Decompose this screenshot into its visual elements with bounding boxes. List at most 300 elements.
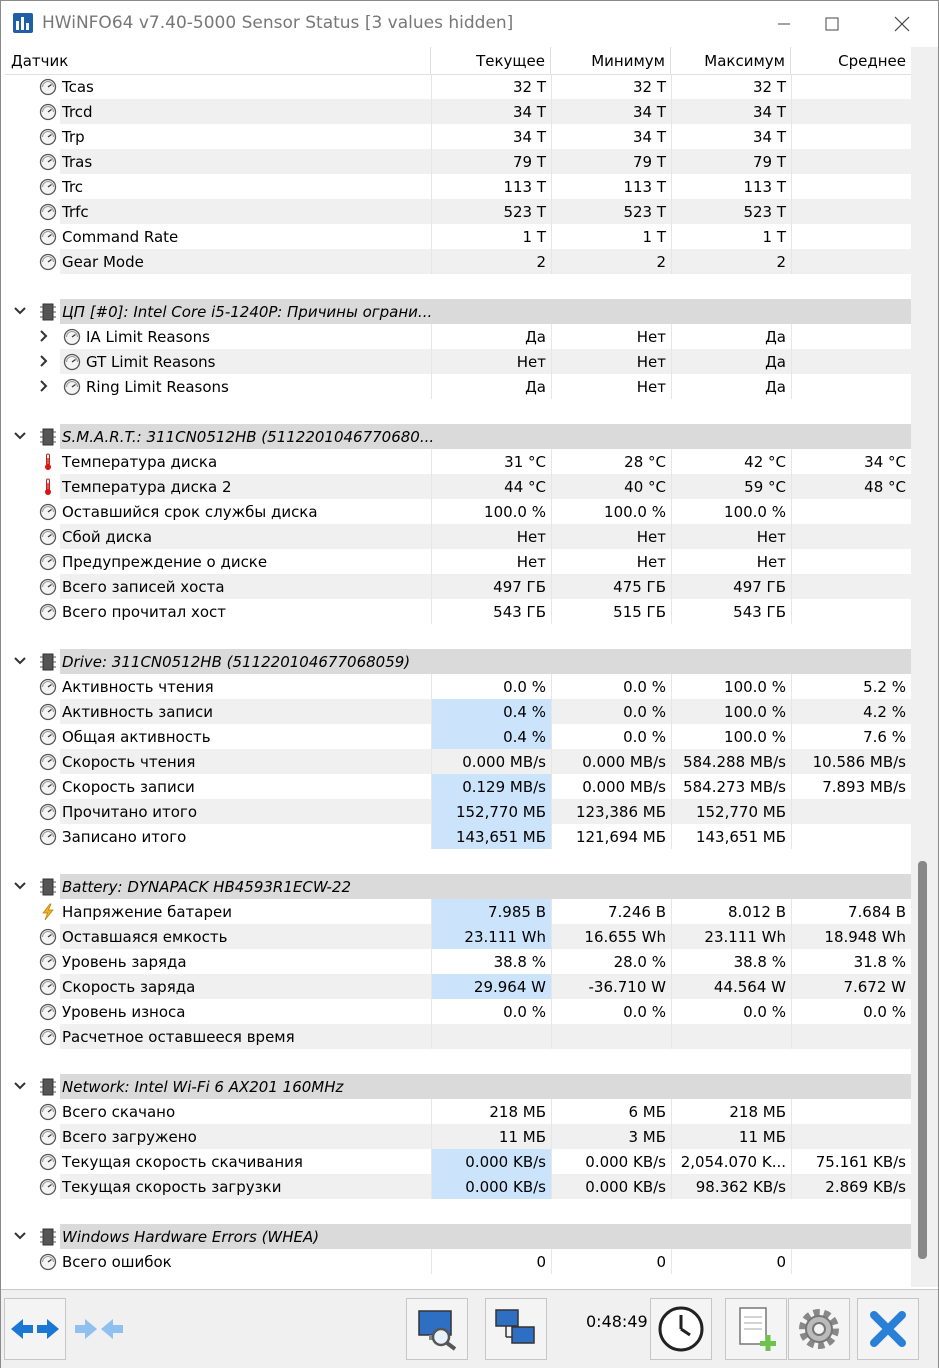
- current-value: 523 T: [431, 199, 551, 224]
- sensor-name: Tcas: [62, 78, 94, 96]
- max-value: 59 °C: [671, 474, 791, 499]
- current-value: 100.0 %: [431, 499, 551, 524]
- sensor-name: Активность чтения: [62, 678, 214, 696]
- current-value: 113 T: [431, 174, 551, 199]
- max-value: 584.288 MB/s: [671, 749, 791, 774]
- min-value: 34 T: [551, 99, 671, 124]
- current-value: Нет: [431, 524, 551, 549]
- spacer-row: [5, 1199, 911, 1224]
- current-value: 497 ГБ: [431, 574, 551, 599]
- clock-sensor-icon: [39, 953, 57, 971]
- settings-button[interactable]: [788, 1298, 850, 1360]
- sensor-group-row[interactable]: [5, 649, 911, 674]
- scrollbar-thumb[interactable]: [918, 861, 927, 1259]
- clock-sensor-icon: [39, 1253, 57, 1271]
- sensor-row[interactable]: [5, 499, 911, 524]
- sensor-row[interactable]: [5, 1024, 911, 1049]
- min-value: 0.000 KB/s: [551, 1174, 671, 1199]
- close-button[interactable]: [879, 1, 925, 46]
- max-value: 497 ГБ: [671, 574, 791, 599]
- collapse-arrows-icon: [73, 1314, 125, 1344]
- chevron-right-icon[interactable]: [37, 379, 51, 393]
- sensor-row[interactable]: [5, 199, 911, 224]
- sensor-name: Температура диска: [62, 453, 218, 471]
- sensor-name: Tras: [62, 153, 93, 171]
- min-value: 100.0 %: [551, 499, 671, 524]
- clock-sensor-icon: [39, 1028, 57, 1046]
- current-value: 0.000 KB/s: [431, 1149, 551, 1174]
- row-background: [60, 1049, 911, 1074]
- clock-sensor-icon: [39, 978, 57, 996]
- current-value: 79 T: [431, 149, 551, 174]
- sensor-row[interactable]: [5, 224, 911, 249]
- sensor-row[interactable]: [5, 1099, 911, 1124]
- add-report-icon: [734, 1305, 778, 1353]
- spacer-row: [5, 274, 911, 299]
- sensor-row[interactable]: [5, 524, 911, 549]
- max-value: 44.564 W: [671, 974, 791, 999]
- sensor-row[interactable]: [5, 999, 911, 1024]
- sensor-name: Скорость чтения: [62, 753, 196, 771]
- sensor-group-title: S.M.A.R.T.: 311CN0512HB (5112201046770680...: [62, 428, 435, 446]
- sensor-row[interactable]: [5, 549, 911, 574]
- avg-value: [791, 149, 911, 174]
- sensor-row[interactable]: [5, 449, 911, 474]
- chevron-down-icon[interactable]: [13, 304, 27, 318]
- sensor-row[interactable]: [5, 974, 911, 999]
- minimize-icon: [777, 17, 791, 31]
- sensor-name: IA Limit Reasons: [86, 328, 210, 346]
- sensor-row[interactable]: [5, 174, 911, 199]
- avg-value: 7.6 %: [791, 724, 911, 749]
- sensor-row[interactable]: [5, 824, 911, 849]
- add-report-button[interactable]: [725, 1298, 787, 1360]
- min-value: Нет: [551, 524, 671, 549]
- avg-value: [791, 1024, 911, 1049]
- chevron-right-icon[interactable]: [37, 329, 51, 343]
- nav-arrows-button[interactable]: [4, 1298, 66, 1360]
- spacer-row: [5, 849, 911, 874]
- sensor-group-title: Windows Hardware Errors (WHEA): [62, 1228, 320, 1246]
- avg-value: 7.684 В: [791, 899, 911, 924]
- avg-value: [791, 524, 911, 549]
- min-value: 28.0 %: [551, 949, 671, 974]
- avg-value: [791, 174, 911, 199]
- max-value: 34 T: [671, 124, 791, 149]
- sensor-row[interactable]: [5, 1249, 911, 1274]
- max-value: 100.0 %: [671, 499, 791, 524]
- min-value: 32 T: [551, 74, 671, 99]
- current-value: 38.8 %: [431, 949, 551, 974]
- avg-value: 0.0 %: [791, 999, 911, 1024]
- sensor-group-title: Drive: 311CN0512HB (511220104677068059): [62, 653, 411, 671]
- network-computers-icon: [494, 1307, 538, 1351]
- max-value: 1 T: [671, 224, 791, 249]
- sensor-name: Прочитано итого: [62, 803, 197, 821]
- min-value: 0: [551, 1249, 671, 1274]
- min-value: Нет: [551, 349, 671, 374]
- min-value: 40 °C: [551, 474, 671, 499]
- sensor-name: Сбой диска: [62, 528, 153, 546]
- chevron-down-icon[interactable]: [13, 879, 27, 893]
- max-value: 2: [671, 249, 791, 274]
- row-background: [60, 1199, 911, 1224]
- max-value: Нет: [671, 524, 791, 549]
- current-value: 31 °C: [431, 449, 551, 474]
- column-header-min[interactable]: Минимум: [551, 47, 671, 74]
- vertical-scrollbar[interactable]: [911, 47, 938, 1287]
- sensor-name: Скорость заряда: [62, 978, 196, 996]
- sensor-row[interactable]: [5, 99, 911, 124]
- chevron-right-icon[interactable]: [37, 354, 51, 368]
- current-value: 218 МБ: [431, 1099, 551, 1124]
- sensor-name: Всего прочитал хост: [62, 603, 227, 621]
- row-background: [60, 274, 911, 299]
- avg-value: [791, 249, 911, 274]
- clock-sensor-icon: [39, 678, 57, 696]
- clock-button[interactable]: [650, 1298, 712, 1360]
- min-value: 2: [551, 249, 671, 274]
- avg-value: [791, 199, 911, 224]
- min-value: 0.000 MB/s: [551, 749, 671, 774]
- current-value: 34 T: [431, 99, 551, 124]
- sensor-name: Текущая скорость скачивания: [62, 1153, 303, 1171]
- max-value: 100.0 %: [671, 724, 791, 749]
- sensor-row[interactable]: [5, 374, 911, 399]
- min-value: 1 T: [551, 224, 671, 249]
- clock-sensor-icon: [63, 328, 81, 346]
- sensor-name: Уровень износа: [62, 1003, 186, 1021]
- max-value: Да: [671, 324, 791, 349]
- avg-value: 31.8 %: [791, 949, 911, 974]
- sensor-group-row[interactable]: [5, 1074, 911, 1099]
- clock-sensor-icon: [39, 578, 57, 596]
- clock-sensor-icon: [39, 1178, 57, 1196]
- current-value: 0.129 MB/s: [431, 774, 551, 799]
- sensor-name: Trp: [62, 128, 85, 146]
- clock-sensor-icon: [39, 928, 57, 946]
- chip-icon: [39, 427, 57, 447]
- table-header: [5, 47, 911, 75]
- sensor-name: Расчетное оставшееся время: [62, 1028, 295, 1046]
- chevron-down-icon[interactable]: [13, 654, 27, 668]
- avg-value: [791, 324, 911, 349]
- max-value: 23.111 Wh: [671, 924, 791, 949]
- sensor-name: Ring Limit Reasons: [86, 378, 229, 396]
- max-value: 100.0 %: [671, 699, 791, 724]
- current-value: Нет: [431, 349, 551, 374]
- sensor-row[interactable]: [5, 599, 911, 624]
- avg-value: 5.2 %: [791, 674, 911, 699]
- current-value: 23.111 Wh: [431, 924, 551, 949]
- exit-button[interactable]: [857, 1298, 919, 1360]
- sensor-name: Температура диска 2: [62, 478, 232, 496]
- nav-arrows-icon: [9, 1314, 61, 1344]
- chip-icon: [39, 652, 57, 672]
- row-background: [60, 624, 911, 649]
- sensor-group-title: Battery: DYNAPACK HB4593R1ECW-22: [62, 878, 351, 896]
- sensor-row[interactable]: [5, 324, 911, 349]
- current-value: 0.0 %: [431, 999, 551, 1024]
- max-value: 0: [671, 1249, 791, 1274]
- sensor-row[interactable]: [5, 774, 911, 799]
- clock-sensor-icon: [39, 553, 57, 571]
- close-x-icon: [868, 1309, 908, 1349]
- sensor-name: GT Limit Reasons: [86, 353, 216, 371]
- sensor-row[interactable]: [5, 749, 911, 774]
- avg-value: [791, 349, 911, 374]
- min-value: -36.710 W: [551, 974, 671, 999]
- avg-value: [791, 824, 911, 849]
- clock-sensor-icon: [63, 353, 81, 371]
- clock-sensor-icon: [39, 103, 57, 121]
- min-value: 28 °C: [551, 449, 671, 474]
- min-value: 0.000 KB/s: [551, 1149, 671, 1174]
- current-value: 0: [431, 1249, 551, 1274]
- row-background: [60, 399, 911, 424]
- clock-sensor-icon: [39, 728, 57, 746]
- sensor-name: Всего скачано: [62, 1103, 176, 1121]
- minimize-button[interactable]: [761, 1, 807, 46]
- sensor-row[interactable]: [5, 349, 911, 374]
- sensor-row[interactable]: [5, 149, 911, 174]
- avg-value: [791, 599, 911, 624]
- min-value: 0.0 %: [551, 699, 671, 724]
- chip-icon: [39, 1227, 57, 1247]
- clock-sensor-icon: [39, 1003, 57, 1021]
- sensor-group-row[interactable]: [5, 874, 911, 899]
- thermometer-icon: [39, 478, 57, 496]
- current-value: 34 T: [431, 124, 551, 149]
- clock-sensor-icon: [39, 703, 57, 721]
- sensor-row[interactable]: [5, 474, 911, 499]
- max-value: 34 T: [671, 99, 791, 124]
- avg-value: 75.161 KB/s: [791, 1149, 911, 1174]
- min-value: 79 T: [551, 149, 671, 174]
- sensor-name: Оставшийся срок службы диска: [62, 503, 318, 521]
- min-value: Нет: [551, 324, 671, 349]
- sensor-group-title: ЦП [#0]: Intel Core i5-1240P: Причины ограни...: [62, 303, 433, 321]
- clock-sensor-icon: [39, 1128, 57, 1146]
- max-value: 2,054.070 K...: [671, 1149, 791, 1174]
- max-value: 143,651 МБ: [671, 824, 791, 849]
- current-value: 0.000 KB/s: [431, 1174, 551, 1199]
- maximize-button[interactable]: [809, 1, 855, 46]
- column-header-sensor[interactable]: Датчик: [5, 47, 431, 74]
- current-value: 152,770 МБ: [431, 799, 551, 824]
- max-value: 100.0 %: [671, 674, 791, 699]
- clock-sensor-icon: [39, 828, 57, 846]
- max-value: 113 T: [671, 174, 791, 199]
- spacer-row: [5, 1049, 911, 1074]
- sensor-name: Скорость записи: [62, 778, 195, 796]
- sensor-name: Уровень заряда: [62, 953, 187, 971]
- current-value: 7.985 В: [431, 899, 551, 924]
- min-value: 515 ГБ: [551, 599, 671, 624]
- max-value: 523 T: [671, 199, 791, 224]
- sensor-row[interactable]: [5, 1149, 911, 1174]
- max-value: 584.273 MB/s: [671, 774, 791, 799]
- min-value: Нет: [551, 549, 671, 574]
- max-value: 38.8 %: [671, 949, 791, 974]
- sensor-row[interactable]: [5, 249, 911, 274]
- sensor-name: Command Rate: [62, 228, 179, 246]
- min-value: 16.655 Wh: [551, 924, 671, 949]
- sensor-group-title: Network: Intel Wi-Fi 6 AX201 160MHz: [62, 1078, 344, 1096]
- avg-value: [791, 1124, 911, 1149]
- sensor-group-row[interactable]: [5, 424, 911, 449]
- title-bar[interactable]: [1, 1, 938, 46]
- hwinfo-app-icon: [13, 13, 33, 33]
- avg-value: [791, 374, 911, 399]
- sensor-name: Trcd: [62, 103, 93, 121]
- avg-value: 34 °C: [791, 449, 911, 474]
- maximize-icon: [825, 17, 839, 31]
- max-value: 11 МБ: [671, 1124, 791, 1149]
- current-value: Нет: [431, 549, 551, 574]
- settings-gear-icon: [795, 1305, 843, 1353]
- avg-value: [791, 99, 911, 124]
- max-value: Да: [671, 349, 791, 374]
- max-value: 218 МБ: [671, 1099, 791, 1124]
- close-icon: [894, 16, 910, 32]
- clock-icon: [657, 1305, 705, 1353]
- chevron-down-icon[interactable]: [13, 429, 27, 443]
- sensor-name: Записано итого: [62, 828, 187, 846]
- clock-sensor-icon: [39, 153, 57, 171]
- collapse-arrows-button[interactable]: [68, 1298, 130, 1360]
- min-value: 7.246 В: [551, 899, 671, 924]
- clock-sensor-icon: [39, 778, 57, 796]
- max-value: 0.0 %: [671, 999, 791, 1024]
- avg-value: [791, 499, 911, 524]
- min-value: 113 T: [551, 174, 671, 199]
- min-value: 0.0 %: [551, 724, 671, 749]
- max-value: Да: [671, 374, 791, 399]
- sensor-rows: [5, 74, 911, 1274]
- elapsed-timer: 0:48:49: [586, 1312, 648, 1331]
- max-value: 152,770 МБ: [671, 799, 791, 824]
- chip-icon: [39, 1077, 57, 1097]
- sensor-group-row[interactable]: [5, 1224, 911, 1249]
- current-value: 11 МБ: [431, 1124, 551, 1149]
- min-value: 0.0 %: [551, 674, 671, 699]
- clock-sensor-icon: [39, 803, 57, 821]
- current-value: Да: [431, 374, 551, 399]
- max-value: Нет: [671, 549, 791, 574]
- sensor-name: Активность записи: [62, 703, 213, 721]
- column-header-current[interactable]: Текущее: [431, 47, 551, 74]
- avg-value: [791, 74, 911, 99]
- sensor-name: Общая активность: [62, 728, 211, 746]
- sensor-row[interactable]: [5, 899, 911, 924]
- sensor-name: Trfc: [62, 203, 89, 221]
- column-header-avg[interactable]: Среднее: [838, 52, 906, 70]
- sensor-name: Текущая скорость загрузки: [62, 1178, 282, 1196]
- current-value: 32 T: [431, 74, 551, 99]
- clock-sensor-icon: [39, 1153, 57, 1171]
- sensor-row[interactable]: [5, 724, 911, 749]
- spacer-row: [5, 399, 911, 424]
- sensor-group-row[interactable]: [5, 299, 911, 324]
- current-value: Да: [431, 324, 551, 349]
- max-value: 79 T: [671, 149, 791, 174]
- avg-value: [791, 799, 911, 824]
- chevron-down-icon[interactable]: [13, 1079, 27, 1093]
- min-value: 6 МБ: [551, 1099, 671, 1124]
- sensor-row[interactable]: [5, 949, 911, 974]
- sensor-name: Напряжение батареи: [62, 903, 232, 921]
- avg-value: [791, 124, 911, 149]
- sensor-name: Оставшаяся емкость: [62, 928, 228, 946]
- current-value: 0.4 %: [431, 699, 551, 724]
- clock-sensor-icon: [39, 1103, 57, 1121]
- clock-sensor-icon: [63, 378, 81, 396]
- current-value: [431, 1024, 551, 1049]
- thermometer-icon: [39, 453, 57, 471]
- window-title: HWiNFO64 v7.40-5000 Sensor Status [3 values hidden]: [42, 13, 514, 33]
- spacer-row: [5, 624, 911, 649]
- sensor-row[interactable]: [5, 924, 911, 949]
- sensor-row[interactable]: [5, 1174, 911, 1199]
- current-value: 2: [431, 249, 551, 274]
- min-value: 34 T: [551, 124, 671, 149]
- monitor-search-button[interactable]: [406, 1298, 468, 1360]
- avg-value: [791, 549, 911, 574]
- min-value: 123,386 МБ: [551, 799, 671, 824]
- sensor-row[interactable]: [5, 799, 911, 824]
- min-value: 475 ГБ: [551, 574, 671, 599]
- sensor-table[interactable]: [5, 47, 911, 1287]
- row-background: [60, 849, 911, 874]
- sensor-name: Всего ошибок: [62, 1253, 172, 1271]
- clock-sensor-icon: [39, 503, 57, 521]
- avg-value: 48 °C: [791, 474, 911, 499]
- sensor-row[interactable]: [5, 124, 911, 149]
- avg-value: 10.586 MB/s: [791, 749, 911, 774]
- sensor-row[interactable]: [5, 1124, 911, 1149]
- sensor-name: Trc: [62, 178, 84, 196]
- min-value: 121,694 МБ: [551, 824, 671, 849]
- clock-sensor-icon: [39, 228, 57, 246]
- sensor-row[interactable]: [5, 74, 911, 99]
- sensor-row[interactable]: [5, 574, 911, 599]
- network-computers-button[interactable]: [485, 1298, 547, 1360]
- max-value: 543 ГБ: [671, 599, 791, 624]
- current-value: 1 T: [431, 224, 551, 249]
- clock-sensor-icon: [39, 528, 57, 546]
- clock-sensor-icon: [39, 178, 57, 196]
- chevron-down-icon[interactable]: [13, 1229, 27, 1243]
- avg-value: [791, 1249, 911, 1274]
- chip-icon: [39, 877, 57, 897]
- avg-value: 2.869 KB/s: [791, 1174, 911, 1199]
- current-value: 0.0 %: [431, 674, 551, 699]
- sensor-name: Предупреждение о диске: [62, 553, 268, 571]
- avg-value: [791, 224, 911, 249]
- sensor-row[interactable]: [5, 699, 911, 724]
- min-value: [551, 1024, 671, 1049]
- clock-sensor-icon: [39, 203, 57, 221]
- current-value: 0.000 MB/s: [431, 749, 551, 774]
- clock-sensor-icon: [39, 253, 57, 271]
- column-header-max[interactable]: Максимум: [671, 47, 791, 74]
- monitor-search-icon: [415, 1307, 459, 1351]
- chip-icon: [39, 302, 57, 322]
- avg-value: 7.672 W: [791, 974, 911, 999]
- max-value: 98.362 KB/s: [671, 1174, 791, 1199]
- sensor-row[interactable]: [5, 674, 911, 699]
